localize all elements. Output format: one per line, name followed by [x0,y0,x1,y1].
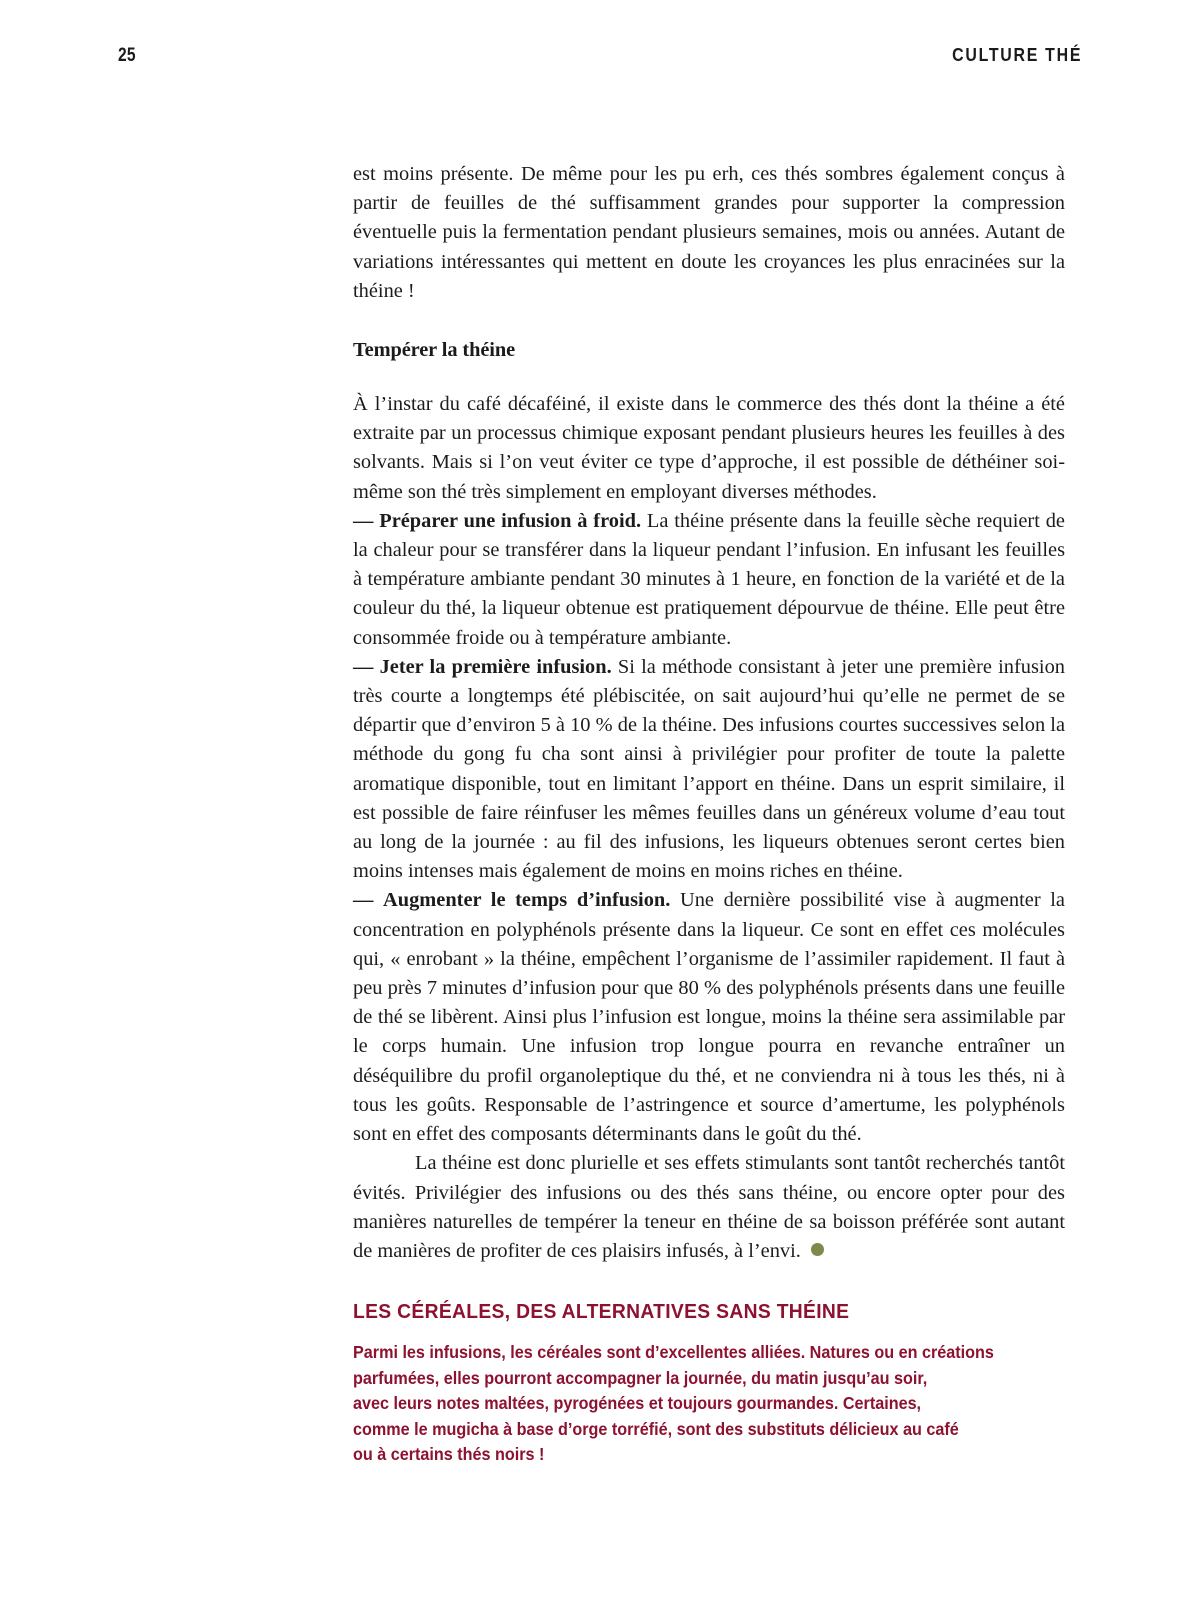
callout-line: Parmi les infusions, les céréales sont d’excellentes alliées. Natures ou en créations [353,1342,994,1362]
callout-box [353,1300,1065,1468]
paragraph-continued: est moins présente. De même pour les pu erh, ces thés sombres également conçus à partir de feuilles de thé suffisamment grandes pour supporter la compression éventuelle puis la fermentation pendant plusieurs semaines, mois ou années. Autant de variations intéressantes qui mettent en doute les croyances les plus enracinées sur la théine ! [353,163,1065,302]
method-dash: — [353,509,374,532]
method-lead-in: Jeter la première infusion. [379,655,612,678]
end-mark-icon [811,1243,824,1256]
paragraph-intro: À l’instar du café décaféiné, il existe dans le commerce des thés dont la théine a été extraite par un processus chimique exposant pendant plusieurs heures les feuilles à des solvants. Mais si l’on veut éviter ce type d’approche, il est possible de déthéiner soi-même son thé très simplement en employant diverses méthodes. [353,393,1065,503]
paragraph-closing [353,1149,1065,1266]
method-lead-in: Préparer une infusion à froid. [379,509,642,532]
method-item [353,886,1065,1149]
callout-body [353,1340,1065,1468]
callout-title: LES CÉRÉALES, DES ALTERNATIVES SANS THÉINE [353,1300,850,1323]
running-head [118,44,1082,70]
method-dash: — [353,655,374,678]
method-text: La théine présente dans la feuille sèche requiert de la chaleur pour se transférer dans la liqueur pendant l’infusion. En infusant les feuilles à température ambiante pendant 30 minutes à 1 heure, en fonction de la variété et de la couleur du thé, la liqueur obtenue est pratiquement dépourvue de théine. Elle peut être consommée froide ou à température ambiante. [353,509,1065,649]
callout-line: ou à certains thés noirs ! [353,1444,545,1465]
running-head-title: CULTURE THÉ [952,44,1082,65]
closing-text: La théine est donc plurielle et ses effets stimulants sont tantôt recherchés tantôt évités. Privilégier des infusions ou des thés sans théine, ou encore opter pour des manières naturelles de tempérer la teneur en théine de sa boisson préférée sont autant de manières de profiter de ces plaisirs infusés, à l’envi. [353,1152,1065,1262]
callout-line: comme le mugicha à base d’orge torréfié, sont des substituts délicieux au café [353,1418,959,1439]
method-item [353,653,1065,887]
method-text: Une dernière possibilité vise à augmenter la concentration en polyphénols présente dans la liqueur. Ce sont en effet ces molécules qui, « enrobant » la théine, empêchent l’organisme de l’assimiler rapidement. Il faut à peu près 7 minutes d’infusion pour que 80 % des polyphénols présents dans une feuille de thé se libèrent. Ainsi plus l’infusion est longue, moins la théine sera assimilable par le corps humain. Une infusion trop longue pourra en revanche entraîner un déséquilibre du profil organoleptique du thé, et ne conviendra ni à tous les thés, ni à tous les goûts. Responsable de l’astringence et source d’amertume, les polyphénols sont en effet des composants déterminants dans le goût du thé. [353,889,1065,1146]
page-number: 25 [118,45,136,66]
callout-line: avec leurs notes maltées, pyrogénées et toujours gourmandes. Certaines, [353,1393,922,1414]
section-subheading: Tempérer la théine [353,339,516,362]
method-text: Si la méthode consistant à jeter une première infusion très courte a longtemps été plébiscitée, on sait aujourd’hui qu’elle ne permet de se départir que d’environ 5 à 10 % de la théine. Des infusions courtes successives selon la méthode du gong fu cha sont ainsi à privilégier pour profiter de toute la palette aromatique disponible, tout en limitant l’apport en théine. Dans un esprit similaire, il est possible de faire réinfuser les mêmes feuilles dans un généreux volume d’eau tout au long de la journée : au fil des infusions, les liqueurs obtenues seront certes bien moins intenses mais également de moins en moins riches en théine. [353,655,1065,883]
text-column [353,160,1065,1266]
method-item [353,507,1065,653]
method-lead-in: Augmenter le temps d’infusion. [383,889,671,912]
callout-line: parfumées, elles pourront accompagner la journée, du matin jusqu’au soir, [353,1367,928,1388]
method-dash: — [353,889,374,912]
